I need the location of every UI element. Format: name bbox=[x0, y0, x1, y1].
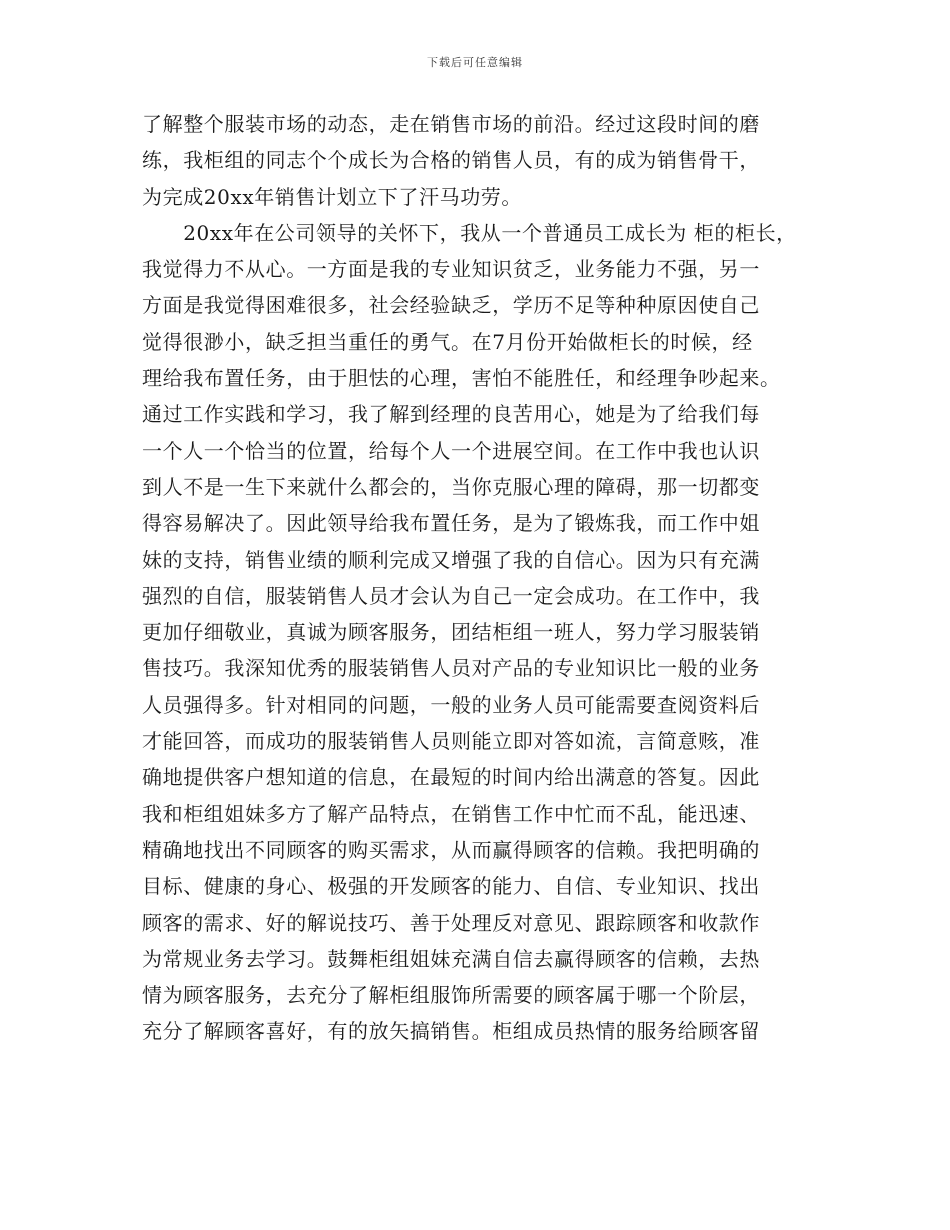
text-line: 更加仔细敬业，真诚为顾客服务，团结柜组一班人，努力学习服装销 bbox=[142, 620, 760, 645]
text-line: 才能回答，而成功的服装销售人员则能立即对答如流，言简意赅，准 bbox=[142, 729, 760, 754]
text-line: 情为顾客服务，去充分了解柜组服饰所需要的顾客属于哪一个阶层， bbox=[142, 983, 760, 1008]
text-line: 确地提供客户想知道的信息，在最短的时间内给出满意的答复。因此 bbox=[142, 765, 760, 790]
text-line: 我和柜组姐妹多方了解产品特点，在销售工作中忙而不乱，能迅速、 bbox=[142, 801, 760, 826]
text-line: 了解整个服装市场的动态，走在销售市场的前沿。经过这段时间的磨 bbox=[142, 112, 760, 136]
text-line: 方面是我觉得困难很多，社会经验缺乏，学历不足等种种原因使自己 bbox=[142, 293, 760, 318]
document-body bbox=[142, 106, 842, 1050]
text-line: 练，我柜组的同志个个成长为合格的销售人员，有的成为销售骨干， bbox=[142, 148, 760, 173]
text-line: 人员强得多。针对相同的问题，一般的业务人员可能需要查阅资料后 bbox=[142, 692, 760, 717]
text-line: 一个人一个恰当的位置，给每个人一个进展空间。在工作中我也认识 bbox=[142, 438, 760, 463]
page-header: 下载后可任意编辑 bbox=[427, 56, 523, 69]
text-line: 充分了解顾客喜好，有的放矢搞销售。柜组成员热情的服务给顾客留 bbox=[142, 1019, 760, 1044]
text-line: 顾客的需求、好的解说技巧、善于处理反对意见、跟踪顾客和收款作 bbox=[142, 910, 760, 935]
text-line: 到人不是一生下来就什么都会的，当你克服心理的障碍，那一切都变 bbox=[142, 474, 760, 499]
text-line: 理给我布置任务，由于胆怯的心理，害怕不能胜任，和经理争吵起来。 bbox=[142, 366, 781, 391]
text-line: 目标、健康的身心、极强的开发顾客的能力、自信、专业知识、找出 bbox=[142, 874, 760, 899]
text-line: 精确地找出不同顾客的购买需求，从而赢得顾客的信赖。我把明确的 bbox=[142, 837, 760, 862]
text-line: 觉得很渺小，缺乏担当重任的勇气。在7月份开始做柜长的时候，经 bbox=[142, 329, 753, 354]
text-line: 为常规业务去学习。鼓舞柜组姐妹充满自信去赢得顾客的信赖，去热 bbox=[142, 946, 760, 971]
text-line: 售技巧。我深知优秀的服装销售人员对产品的专业知识比一般的业务 bbox=[142, 656, 760, 681]
text-line: 通过工作实践和学习，我了解到经理的良苦用心，她是为了给我们每 bbox=[142, 402, 760, 427]
text-line: 妹的支持，销售业绩的顺利完成又增强了我的自信心。因为只有充满 bbox=[142, 547, 760, 572]
text-line: 20xx年在公司领导的关怀下，我从一个普通员工成长为 柜的柜长， bbox=[142, 220, 797, 245]
text-line: 为完成20xx年销售计划立下了汗马功劳。 bbox=[142, 184, 523, 209]
text-line: 我觉得力不从心。一方面是我的专业知识贫乏，业务能力不强，另一 bbox=[142, 257, 760, 282]
text-line: 得容易解决了。因此领导给我布置任务，是为了锻炼我，而工作中姐 bbox=[142, 511, 760, 536]
text-line: 强烈的自信，服装销售人员才会认为自己一定会成功。在工作中，我 bbox=[142, 583, 760, 608]
